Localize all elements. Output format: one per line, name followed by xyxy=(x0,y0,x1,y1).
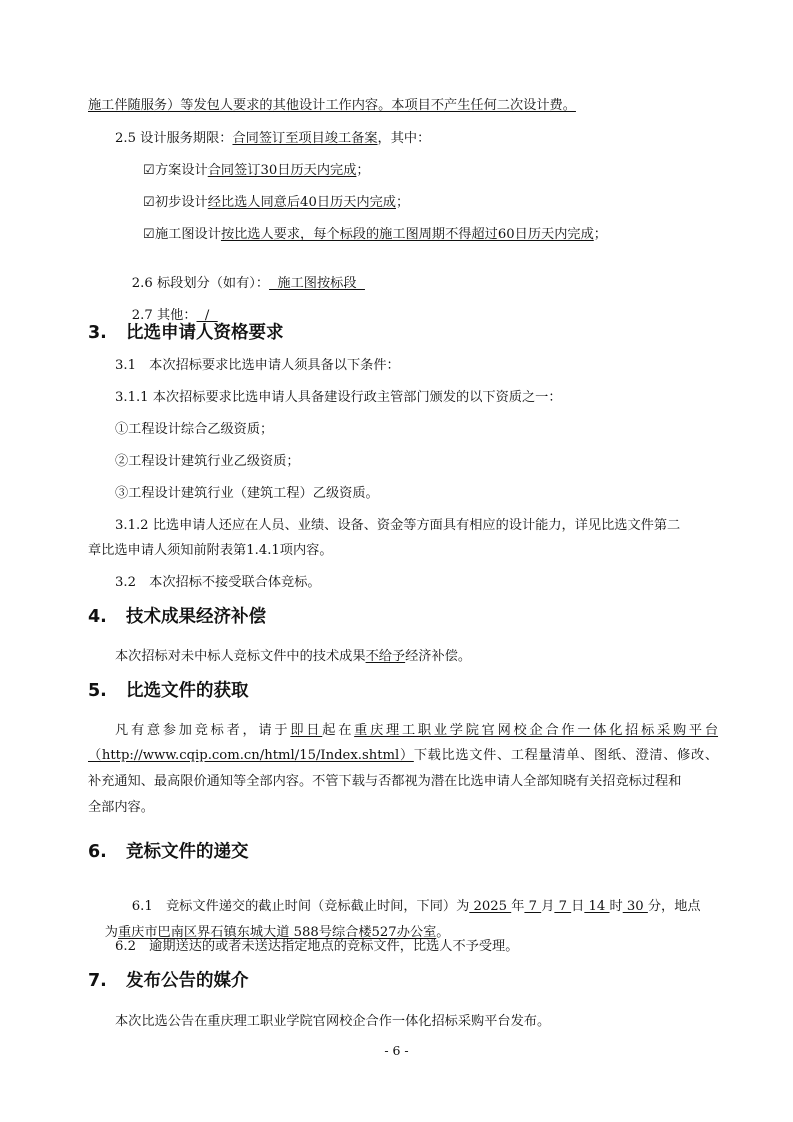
heading-document-acquisition xyxy=(88,680,249,702)
acquisition-line-1 xyxy=(88,722,718,740)
heading-compensation xyxy=(88,606,266,628)
construction-drawing-label: 施工图设计 xyxy=(155,227,221,242)
location-prefix: 为 xyxy=(104,925,118,940)
construction-drawing-value: 按比选人要求，每个标段的施工图周期不得超过60日历天内完成 xyxy=(220,227,594,242)
design-scope-text: 施工伴随服务）等发包人要求的其他设计工作内容。本项目不产生任何二次设计费。 xyxy=(88,98,576,113)
clause-6-2: 6.2 逾期送达的或者未送达指定地点的竞标文件，比选人不予受理。 xyxy=(115,939,519,954)
publication-paragraph: 本次比选公告在重庆理工职业学院官网校企合作一体化招标采购平台发布。 xyxy=(115,1014,551,1029)
acquisition-text-3: 下载比选文件、工程量清单、图纸、澄清、修改、 xyxy=(413,748,719,763)
heading-title: 比选文件的获取 xyxy=(126,681,249,701)
construction-drawing-suffix: ； xyxy=(593,227,607,242)
other-label: 2.7 其他： xyxy=(131,308,197,323)
heading-bid-submission xyxy=(88,841,249,863)
service-period-line xyxy=(115,130,430,148)
location-suffix: 。 xyxy=(436,925,450,940)
heading-publication-media xyxy=(88,970,249,992)
heading-title: 比选申请人资格要求 xyxy=(126,323,284,343)
clause-3-1-2-cont: 章比选申请人须知前附表第1.4.1项内容。 xyxy=(88,543,333,558)
month-unit: 月 xyxy=(541,899,555,914)
heading-number: 7. xyxy=(88,971,107,991)
heading-number: 6. xyxy=(88,842,107,862)
acquisition-text: 凡有意参加竞标者，请于 xyxy=(115,723,291,738)
clause-3-1: 3.1 本次招标要求比选申请人须具备以下条件： xyxy=(115,358,400,373)
deadline-month: 7 xyxy=(524,899,542,914)
preliminary-design-value: 经比选人同意后40日历天内完成 xyxy=(207,195,396,210)
submission-address: 重庆市巴南区界石镇东城大道 588号综合楼527办公室 xyxy=(117,925,437,940)
compensation-value: 不给予 xyxy=(365,649,406,664)
compensation-text: 本次招标对未中标人竞标文件中的技术成果 xyxy=(115,649,366,664)
clause-3-2: 3.2 本次招标不接受联合体竞标。 xyxy=(115,575,321,590)
heading-qualifications xyxy=(88,322,284,344)
scheme-design-value: 合同签订30日历天内完成 xyxy=(207,163,357,178)
service-period-label: 2.5 设计服务期限： xyxy=(115,131,233,146)
page-number: - 6 - xyxy=(384,1043,409,1058)
heading-number: 4. xyxy=(88,607,107,627)
heading-title: 竞标文件的递交 xyxy=(126,842,249,862)
continuation-line xyxy=(88,97,576,115)
qualification-option-3: ③工程设计建筑行业（建筑工程）乙级资质。 xyxy=(115,486,379,501)
preliminary-design-suffix: ； xyxy=(395,195,410,210)
heading-title: 发布公告的媒介 xyxy=(126,971,249,991)
compensation-suffix: 经济补偿。 xyxy=(405,649,472,664)
minute-unit: 分，地点 xyxy=(647,899,701,914)
preliminary-design-label: 初步设计 xyxy=(155,195,208,210)
deadline-year: 2025 xyxy=(469,899,512,914)
checkbox-checked-icon: ☑ xyxy=(143,163,155,178)
section-division-value: 施工图按标段 xyxy=(269,276,365,291)
service-period-value: 合同签订至项目竣工备案 xyxy=(232,131,378,146)
preliminary-design-item xyxy=(143,194,409,212)
acquisition-line-4: 全部内容。 xyxy=(88,800,154,815)
checkbox-checked-icon: ☑ xyxy=(143,195,155,210)
platform-url-link[interactable]: （http://www.cqip.com.cn/html/15/Index.shtml） xyxy=(88,748,414,763)
qualification-option-1: ①工程设计综合乙级资质； xyxy=(115,422,274,437)
section-division-label: 2.6 标段划分（如有）： xyxy=(131,276,270,291)
day-unit: 日 xyxy=(571,899,585,914)
construction-drawing-item xyxy=(143,226,607,244)
hour-unit: 时 xyxy=(609,899,623,914)
heading-title: 技术成果经济补偿 xyxy=(126,607,266,627)
other-value: / xyxy=(196,308,218,323)
scheme-design-label: 方案设计 xyxy=(155,163,208,178)
scheme-design-suffix: ； xyxy=(356,163,370,178)
procurement-platform-name: 重庆理工职业学院官网校企合作一体化招标采购平台 xyxy=(354,723,719,738)
year-unit: 年 xyxy=(511,899,525,914)
heading-number: 5. xyxy=(88,681,107,701)
clause-3-1-1: 3.1.1 本次招标要求比选申请人具备建设行政主管部门颁发的以下资质之一： xyxy=(115,390,562,405)
acquisition-text-2: 起在 xyxy=(322,723,355,738)
deadline-text: 6.1 竞标文件递交的截止时间（竞标截止时间，下同）为 xyxy=(131,899,470,914)
acquisition-line-2 xyxy=(88,747,718,765)
acquisition-date: 即日 xyxy=(290,723,323,738)
heading-number: 3. xyxy=(88,323,107,343)
deadline-hour: 14 xyxy=(584,899,610,914)
acquisition-line-3: 补充通知、最高限价通知等全部内容。不管下载与否都视为潜在比选申请人全部知晓有关招竞标过程和 xyxy=(88,774,682,789)
deadline-day: 7 xyxy=(554,899,572,914)
deadline-minute: 30 xyxy=(622,899,648,914)
clause-3-1-2: 3.1.2 比选申请人还应在人员、业绩、设备、资金等方面具有相应的设计能力，详见比选文件第二 xyxy=(115,518,681,533)
checkbox-checked-icon: ☑ xyxy=(143,227,155,242)
qualification-option-2: ②工程设计建筑行业乙级资质； xyxy=(115,454,300,469)
compensation-paragraph xyxy=(115,648,471,666)
scheme-design-item xyxy=(143,162,370,180)
service-period-suffix: ，其中： xyxy=(377,131,431,146)
